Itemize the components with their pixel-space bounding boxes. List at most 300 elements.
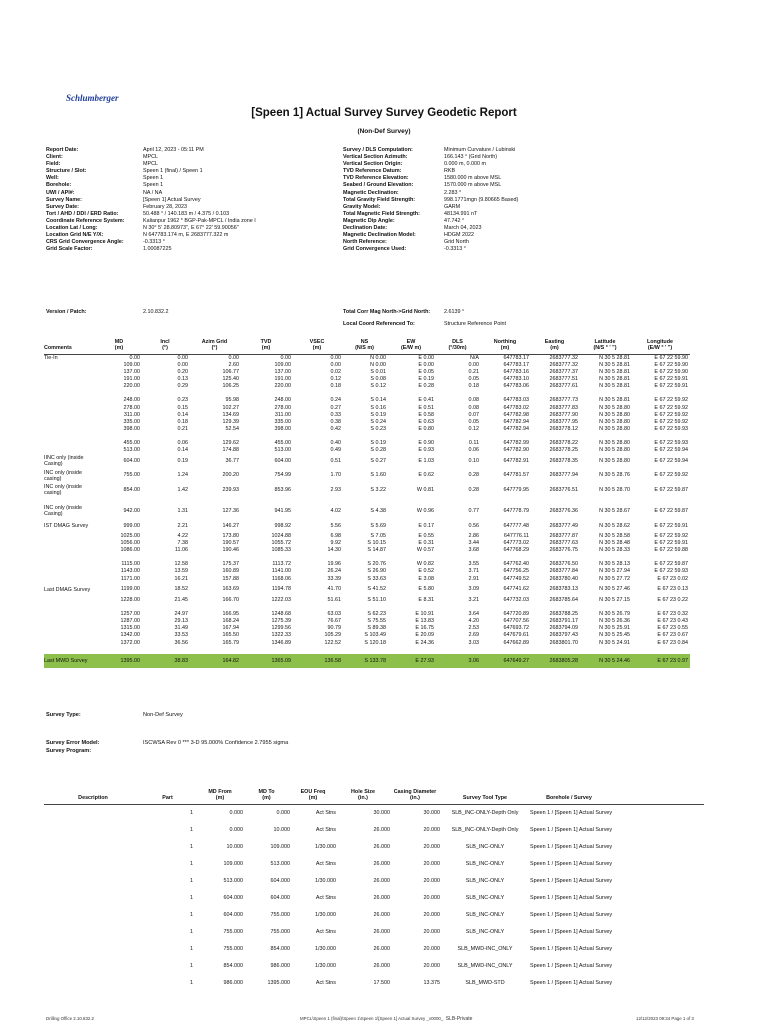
- table-cell: E 67 23 0.22: [657, 597, 688, 604]
- table-cell: N 30 5 28.80: [599, 447, 630, 454]
- info-label: Report Date:: [46, 147, 79, 153]
- table-cell: [44, 533, 98, 540]
- table-cell: [44, 447, 98, 454]
- table-cell: 0.10: [468, 457, 479, 464]
- table-cell: 137.00: [274, 369, 291, 376]
- table-cell: E 0.17: [418, 522, 434, 529]
- table-cell: E 0.41: [418, 397, 434, 404]
- row-spacer: [44, 554, 690, 561]
- table-row: [44, 440, 690, 447]
- table-cell: E 8.31: [418, 597, 434, 604]
- table-cell: 0.29: [177, 383, 188, 390]
- table-cell: N 30 5 27.94: [599, 568, 630, 575]
- table-cell: 136.58: [324, 657, 341, 664]
- table-cell: Speen 1 / [Speen 1] Actual Survey: [530, 980, 613, 987]
- table-row: [44, 618, 690, 625]
- table-cell: N 30 5 28.33: [599, 547, 630, 554]
- table-cell: SLB_INC-ONLY: [465, 895, 505, 902]
- table-cell: 109.00: [123, 362, 140, 369]
- table-cell: 3.21: [468, 597, 479, 604]
- column-header: Survey Tool Type: [462, 795, 508, 802]
- info-label: CRS Grid Convergence Angle:: [46, 239, 124, 246]
- table-cell: 647649.27: [503, 657, 529, 664]
- table-cell: 19.96: [327, 561, 341, 568]
- table-row: [44, 805, 704, 822]
- column-header: Longitude (E/W ° ' "): [646, 338, 674, 352]
- row-spacer: [44, 497, 690, 504]
- table-cell: N 30 5 24.91: [599, 639, 630, 646]
- table-cell: Act Stns: [315, 810, 336, 817]
- table-cell: W 0.57: [416, 547, 434, 554]
- table-cell: 30.000: [423, 810, 440, 817]
- info-label: Total Gravity Field Strength:: [343, 196, 416, 203]
- info-row: [343, 232, 583, 239]
- table-cell: 168.24: [222, 618, 239, 625]
- table-cell: 12.58: [174, 561, 188, 568]
- table-cell: IST DMAG Survey: [44, 522, 89, 529]
- info-row: [343, 154, 583, 161]
- table-cell: 2683776.51: [549, 486, 578, 493]
- table-cell: 109.00: [274, 362, 291, 369]
- table-cell: E 24.36: [415, 639, 434, 646]
- table-cell: S 41.52: [367, 586, 386, 593]
- table-cell: 2683777.37: [549, 369, 578, 376]
- table-cell: 167.94: [222, 625, 239, 632]
- table-cell: 125.40: [222, 376, 239, 383]
- column-header: Borehole / Survey: [546, 795, 592, 802]
- report-info-left: [46, 147, 336, 253]
- table-cell: E 0.31: [418, 540, 434, 547]
- table-cell: N 30 5 25.45: [599, 632, 630, 639]
- table-cell: E 67 22 59.92: [654, 472, 688, 479]
- info-value: February 28, 2023: [143, 203, 188, 210]
- table-cell: 647779.95: [503, 486, 529, 493]
- info-row: [46, 225, 336, 232]
- table-cell: 854.00: [123, 486, 140, 493]
- table-cell: 2683777.51: [549, 376, 578, 383]
- table-cell: 26.000: [373, 912, 390, 919]
- table-cell: 1299.56: [271, 625, 291, 632]
- table-cell: 0.05: [468, 418, 479, 425]
- table-cell: N 30 5 26.36: [599, 618, 630, 625]
- table-cell: 0.12: [468, 425, 479, 432]
- table-cell: E 0.58: [418, 411, 434, 418]
- table-cell: 647707.56: [503, 618, 529, 625]
- table-cell: 4.22: [177, 533, 188, 540]
- table-cell: 0.000: [276, 810, 290, 817]
- table-cell: 41.70: [327, 586, 341, 593]
- table-cell: Speen 1 / [Speen 1] Actual Survey: [530, 946, 613, 953]
- info-row: [343, 182, 583, 189]
- table-cell: 986.000: [223, 980, 243, 987]
- table-cell: N/A: [470, 355, 479, 361]
- table-cell: 604.00: [274, 457, 291, 464]
- table-cell: [44, 405, 98, 412]
- info-value: Kalianpur 1962 * BGP-Pak-MPCL / India zone I: [143, 217, 256, 224]
- table-cell: Speen 1 / [Speen 1] Actual Survey: [530, 827, 613, 834]
- table-cell: SLB_INC-ONLY-Depth Only: [451, 810, 519, 817]
- info-value: N 30° 5' 28.80973", E 67° 22' 59.90056": [143, 225, 239, 232]
- table-cell: E 67 22 59.91: [654, 376, 688, 383]
- table-cell: E 0.51: [418, 404, 434, 411]
- table-cell: S 0.28: [370, 447, 386, 454]
- table-cell: 76.67: [327, 618, 341, 625]
- info-label: Borehole:: [46, 182, 72, 189]
- table-cell: 278.00: [274, 404, 291, 411]
- table-cell: 0.18: [330, 383, 341, 390]
- table-row: [44, 533, 690, 540]
- table-cell: 2683777.49: [549, 522, 578, 529]
- table-cell: 109.000: [223, 861, 243, 868]
- table-cell: 2683778.35: [549, 457, 578, 464]
- table-cell: 200.20: [222, 472, 239, 479]
- table-cell: 1.70: [330, 472, 341, 479]
- info-row: [46, 211, 336, 218]
- table-cell: SLB_INC-ONLY: [465, 912, 505, 919]
- table-cell: 1143.00: [120, 568, 140, 575]
- table-cell: 854.000: [223, 963, 243, 970]
- column-header: Easting (m): [544, 338, 565, 352]
- info-label: Client:: [46, 154, 63, 161]
- table-cell: 24.97: [174, 611, 188, 618]
- info-value: Speen 1 (final) / Speen 1: [143, 168, 203, 175]
- table-cell: 0.08: [468, 404, 479, 411]
- table-cell: 647782.94: [503, 425, 529, 432]
- table-cell: 854.000: [270, 946, 290, 953]
- table-cell: E 0.52: [418, 568, 434, 575]
- table-cell: Act Stns: [315, 980, 336, 987]
- table-cell: INC only (inside casing): [44, 469, 83, 482]
- table-cell: E 67 22 59.92: [654, 397, 688, 404]
- table-cell: 0.20: [177, 369, 188, 376]
- table-cell: E 67 22 59.87: [654, 561, 688, 568]
- info-value: April 12, 2023 - 05:11 PM: [143, 147, 204, 153]
- table-cell: [44, 561, 98, 568]
- table-row: [44, 625, 690, 632]
- table-cell: 3.71: [468, 568, 479, 575]
- table-row: [44, 907, 704, 924]
- table-cell: N 30 5 28.80: [599, 457, 630, 464]
- table-cell: 127.36: [222, 508, 239, 515]
- table-cell: 1315.00: [120, 625, 140, 632]
- table-cell: S 133.78: [364, 657, 386, 664]
- info-value: March 04, 2023: [444, 225, 482, 232]
- table-cell: 1: [190, 844, 193, 851]
- table-cell: Speen 1 / [Speen 1] Actual Survey: [530, 912, 613, 919]
- table-cell: N 30 5 28.81: [599, 362, 630, 369]
- table-cell: E 67 23 0.32: [657, 611, 688, 618]
- table-cell: 1257.00: [120, 611, 140, 618]
- table-cell: [44, 597, 98, 604]
- table-cell: 647720.89: [503, 611, 529, 618]
- table-cell: 1: [190, 980, 193, 987]
- info-row: [343, 197, 583, 204]
- table-cell: 166.95: [222, 611, 239, 618]
- table-cell: SLB_INC-ONLY: [465, 878, 505, 885]
- table-cell: [44, 611, 98, 618]
- table-cell: 0.23: [177, 397, 188, 404]
- table-cell: 2.53: [468, 625, 479, 632]
- info-value: 50.488 ° / 140.183 m / 4.375 / 0.103: [143, 210, 230, 217]
- info-label: Coordinate Reference System:: [46, 217, 125, 224]
- table-cell: Speen 1 / [Speen 1] Actual Survey: [530, 963, 613, 970]
- table-cell: [44, 440, 98, 447]
- table-cell: S 0.12: [370, 383, 386, 390]
- table-cell: Act Stns: [315, 895, 336, 902]
- table-cell: [44, 632, 98, 639]
- table-row: [44, 873, 704, 890]
- info-value: Minimum Curvature / Lubinski: [444, 147, 516, 153]
- table-cell: 1222.03: [271, 597, 291, 604]
- info-row: [46, 218, 336, 225]
- table-cell: 1: [190, 963, 193, 970]
- column-header: NS (N/S m): [355, 338, 374, 352]
- info-label: Survey / DLS Computation:: [343, 147, 413, 153]
- table-cell: 3.09: [468, 586, 479, 593]
- footer-path: [300, 1016, 472, 1022]
- table-cell: 26.000: [373, 895, 390, 902]
- table-cell: 0.06: [177, 439, 188, 446]
- table-cell: 248.00: [274, 397, 291, 404]
- table-cell: 647783.03: [503, 397, 529, 404]
- table-cell: S 89.38: [367, 625, 386, 632]
- table-cell: S 1.60: [370, 472, 386, 479]
- column-header: Incl (°): [160, 338, 170, 352]
- table-cell: Act Stns: [315, 929, 336, 936]
- table-cell: N 30 5 27.72: [599, 575, 630, 582]
- table-row: [44, 568, 690, 575]
- table-cell: 1/30.000: [315, 844, 336, 851]
- table-cell: S 120.18: [364, 639, 386, 646]
- corr-label: Total Corr Mag North->Grid North:: [343, 309, 431, 315]
- table-cell: INC only (inside casing): [44, 483, 83, 497]
- table-cell: 95.98: [225, 397, 239, 404]
- table-cell: S 75.55: [367, 618, 386, 625]
- table-cell: 0.27: [330, 404, 341, 411]
- table-cell: 3.64: [468, 611, 479, 618]
- table-cell: 0.00: [330, 362, 341, 369]
- table-cell: IINC only (inside Casing): [44, 455, 84, 468]
- table-cell: E 0.00: [418, 355, 434, 361]
- table-cell: 3.06: [468, 657, 479, 664]
- table-cell: N 30 5 27.15: [599, 597, 630, 604]
- table-cell: 173.80: [222, 533, 239, 540]
- table-cell: 2683788.25: [549, 611, 578, 618]
- version-patch: [46, 309, 168, 316]
- table-cell: S 62.23: [367, 611, 386, 618]
- table-cell: 2683777.87: [549, 533, 578, 540]
- table-cell: 36.56: [174, 639, 188, 646]
- table-cell: 0.000: [229, 827, 243, 834]
- table-cell: 63.03: [327, 611, 341, 618]
- table-cell: 191.00: [274, 376, 291, 383]
- info-label: Magnetic Declination Model:: [343, 232, 416, 239]
- table-cell: 1055.72: [271, 540, 291, 547]
- info-row: [46, 232, 336, 239]
- table-cell: 647693.72: [503, 625, 529, 632]
- info-value: 48134.991 nT: [444, 210, 478, 217]
- table-row: [44, 447, 690, 454]
- table-cell: 1248.68: [271, 611, 291, 618]
- info-row: [46, 246, 336, 253]
- table-cell: E 67 23 0.02: [657, 575, 688, 582]
- row-spacer: [44, 390, 690, 397]
- table-cell: 0.18: [177, 418, 188, 425]
- table-cell: 2683776.36: [549, 508, 578, 515]
- table-cell: 166.70: [222, 597, 239, 604]
- table-cell: 26.000: [373, 963, 390, 970]
- table-cell: [44, 568, 98, 575]
- table-cell: 755.000: [223, 946, 243, 953]
- table-cell: 647783.16: [503, 369, 529, 376]
- table-cell: [44, 362, 98, 369]
- table-cell: E 67 22 59.92: [654, 533, 688, 540]
- table-cell: S 0.08: [370, 376, 386, 383]
- info-label: Declination Date:: [343, 225, 388, 232]
- table-cell: S 20.76: [367, 561, 386, 568]
- table-cell: 0.00: [177, 362, 188, 369]
- table-cell: 335.00: [274, 418, 291, 425]
- table-cell: 1: [190, 946, 193, 953]
- table-cell: 21.45: [174, 597, 188, 604]
- table-cell: 647782.99: [503, 439, 529, 446]
- table-cell: 2.91: [468, 575, 479, 582]
- table-row: [44, 483, 690, 497]
- table-cell: 20.000: [423, 912, 440, 919]
- info-label: Magnetic Dip Angle:: [343, 217, 395, 224]
- table-cell: 106.77: [222, 369, 239, 376]
- survey-type-label: Survey Type:: [46, 712, 81, 718]
- table-cell: 942.00: [123, 508, 140, 515]
- info-label: Structure / Slot:: [46, 168, 87, 175]
- table-cell: 0.28: [468, 486, 479, 493]
- table-cell: Last MWD Survey: [44, 657, 88, 664]
- table-cell: N 30 5 28.58: [599, 533, 630, 540]
- table-cell: 0.00: [330, 355, 341, 361]
- table-cell: 190.46: [222, 547, 239, 554]
- info-value: Speen 1: [143, 182, 164, 189]
- table-cell: 20.000: [423, 861, 440, 868]
- table-cell: N 30 5 28.76: [599, 472, 630, 479]
- table-cell: Speen 1 / [Speen 1] Actual Survey: [530, 810, 613, 817]
- table-cell: 26.24: [327, 568, 341, 575]
- survey-type-value: Non-Def Survey: [143, 712, 183, 718]
- table-cell: N 30 5 28.80: [599, 425, 630, 432]
- table-row: [44, 504, 690, 518]
- table-cell: N 30 5 28.48: [599, 540, 630, 547]
- table-cell: 33.39: [327, 575, 341, 582]
- table-cell: 11.06: [174, 547, 188, 554]
- table-cell: 398.00: [274, 425, 291, 432]
- info-value: Grid North: [444, 239, 469, 246]
- info-label: Well:: [46, 175, 59, 182]
- info-row: [343, 204, 583, 211]
- table-row: [44, 540, 690, 547]
- table-cell: 20.000: [423, 827, 440, 834]
- table-cell: E 16.75: [415, 625, 434, 632]
- table-cell: W 0.82: [416, 561, 434, 568]
- info-value: GARM: [444, 203, 461, 210]
- info-row: [343, 211, 583, 218]
- table-cell: E 0.90: [418, 439, 434, 446]
- table-cell: 647773.02: [503, 540, 529, 547]
- table-cell: 2683776.75: [549, 547, 578, 554]
- table-cell: 1365.09: [271, 657, 291, 664]
- column-header: Azim Grid (°): [201, 338, 228, 352]
- row-spacer: [44, 433, 690, 440]
- column-header: MD From (m): [208, 788, 232, 802]
- table-cell: 1: [190, 929, 193, 936]
- column-header: TVD (m): [260, 338, 272, 352]
- table-cell: 1342.00: [120, 632, 140, 639]
- corr-value: 2.6139 °: [444, 309, 465, 315]
- table-cell: 2683777.90: [549, 411, 578, 418]
- table-cell: Tie-In: [44, 355, 58, 361]
- table-row: [44, 397, 690, 404]
- table-cell: 986.000: [270, 963, 290, 970]
- table-cell: 4.20: [468, 618, 479, 625]
- table-cell: 109.000: [270, 844, 290, 851]
- table-cell: E 5.80: [418, 586, 434, 593]
- table-cell: 0.11: [468, 439, 479, 446]
- table-cell: 10.000: [273, 827, 290, 834]
- info-label: Grid Convergence Used:: [343, 246, 407, 253]
- table-cell: S 0.19: [370, 411, 386, 418]
- table-cell: 2683777.83: [549, 404, 578, 411]
- table-cell: 190.57: [222, 540, 239, 547]
- table-cell: 164.82: [222, 657, 239, 664]
- table-cell: 755.000: [270, 929, 290, 936]
- table-cell: E 13.83: [415, 618, 434, 625]
- table-cell: E 67 22 59.92: [654, 411, 688, 418]
- info-label: Gravity Model:: [343, 203, 381, 210]
- info-row: [343, 239, 583, 246]
- table-cell: 278.00: [123, 404, 140, 411]
- table-cell: 2.69: [468, 632, 479, 639]
- table-cell: 1113.72: [272, 561, 291, 568]
- table-cell: E 67 22 59.91: [654, 540, 688, 547]
- table-cell: 1/30.000: [315, 963, 336, 970]
- info-value: RKB: [444, 168, 456, 175]
- info-row: [46, 168, 336, 175]
- footer-path-text: MPCL\Speen 1 (final)\Speen 1\Speen 1\[Speen 1] Actual Survey _v0000_: [300, 1016, 444, 1021]
- info-value: -0.3313 °: [143, 239, 165, 246]
- info-row: [343, 218, 583, 225]
- local-value: Structure Reference Point: [444, 321, 507, 327]
- table-cell: 2.86: [468, 533, 479, 540]
- table-cell: 1141.00: [271, 568, 291, 575]
- table-cell: 647782.94: [503, 418, 529, 425]
- table-cell: 4.02: [330, 508, 341, 515]
- table-cell: 1/30.000: [315, 912, 336, 919]
- table-cell: 1.24: [177, 472, 188, 479]
- table-cell: E 67 22 59.92: [654, 404, 688, 411]
- table-cell: 1395.000: [267, 980, 290, 987]
- table-cell: N 30 5 28.13: [599, 561, 630, 568]
- footer-page: 12/12/2023 09:34 Page 1 of 3: [636, 1016, 694, 1021]
- table-cell: 26.000: [373, 827, 390, 834]
- table-row: [44, 519, 690, 533]
- table-cell: N 30 5 28.81: [599, 383, 630, 390]
- table-cell: 0.14: [177, 447, 188, 454]
- table-cell: 1/30.000: [315, 878, 336, 885]
- table-cell: [44, 640, 98, 647]
- table-cell: S 0.01: [370, 369, 386, 376]
- info-row: [343, 246, 583, 253]
- table-cell: 2683778.25: [549, 447, 578, 454]
- table-cell: 0.40: [330, 439, 341, 446]
- table-cell: E 67 23 0.55: [657, 625, 688, 632]
